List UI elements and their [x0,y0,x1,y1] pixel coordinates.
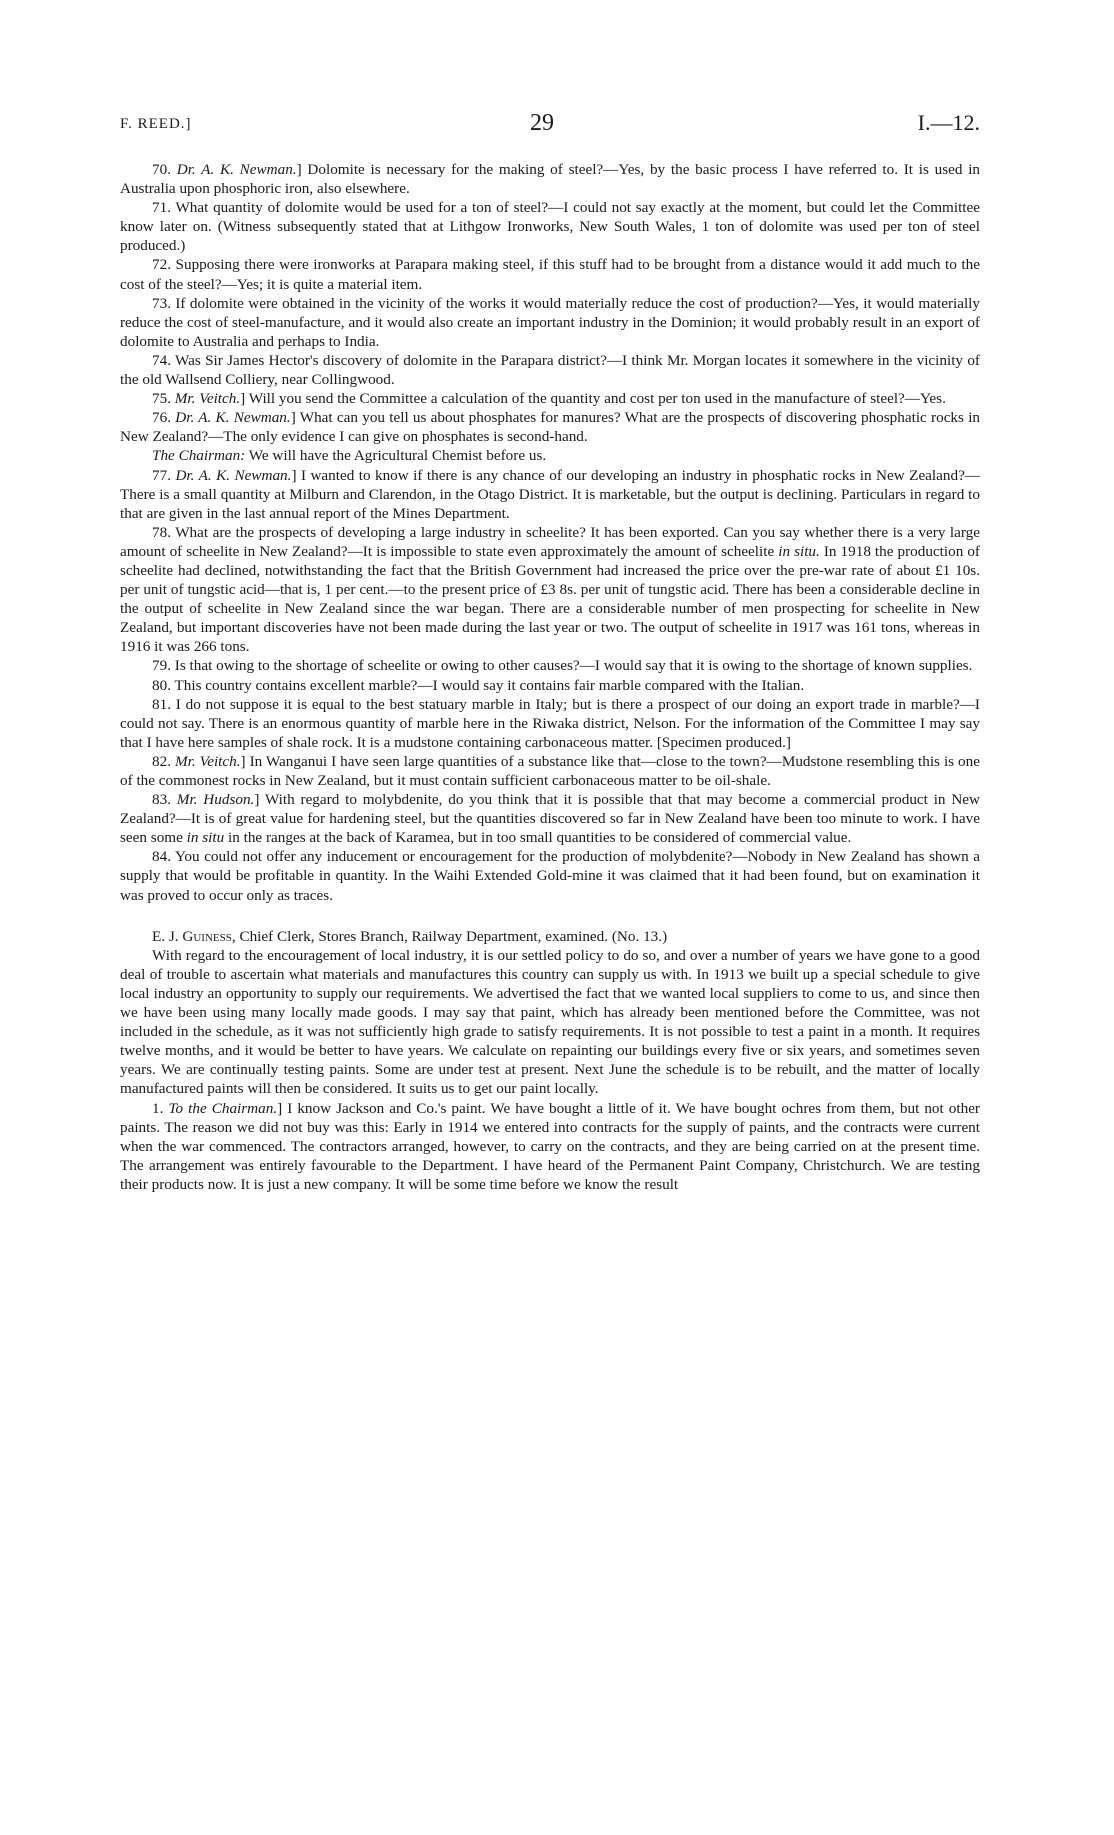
paragraph: The Chairman: We will have the Agricultural Chemist before us. [152,447,547,465]
paragraph: 1. To the Chairman.] I know Jackson and Co.'s paint. We have bought a little of it. We have bought ochres from them, but not other paints. The reason we did not buy was this: Early in 1914 we entered into contracts for the supply of paints, and the contracts were current when the war commenced. The contractors arranged, however, to carry on the contracts, and they are being carried on at the present time. The arrangement was entirely favourable to the Department. I have heard of the Permanent Paint Company, Christchurch. We are testing their products now. It is just a new company. It will be some time before we know the result [120,1099,980,1193]
paragraph: 79. Is that owing to the shortage of scheelite or owing to other causes?—I would say that it is owing to the shortage of known supplies. [152,657,973,675]
witness-running-head: F. REED.] [120,116,192,132]
page-body [120,160,980,1194]
witness-heading: E. J. Guiness, Chief Clerk, Stores Branch, Railway Department, examined. (No. 13.) [152,927,668,945]
paper-reference: I.—12. [917,110,980,135]
section-gap [120,905,980,927]
paragraph: 77. Dr. A. K. Newman.] I wanted to know if there is any chance of our developing an industry in phosphatic rocks in New Zealand?—There is a small quantity at Milburn and Clarendon, in the Otago District. It is marketable, but the output is declining. Particulars in regard to that are given in the last annual report of the Mines Department. [120,466,980,522]
paragraph: 75. Mr. Veitch.] Will you send the Committee a calculation of the quantity and cost per ton used in the manufacture of steel?—Yes. [152,390,946,408]
paragraph: 74. Was Sir James Hector's discovery of dolomite in the Parapara district?—I think Mr. Morgan locates it somewhere in the vicinity of the old Wallsend Colliery, near Collingwood. [120,351,980,389]
paragraph: 82. Mr. Veitch.] In Wanganui I have seen large quantities of a substance like that—close to the town?—Mudstone resembling this is one of the commonest rocks in New Zealand, but it must contain sufficient carbonaceous matter to be oil-shale. [120,752,980,789]
paragraph: 81. I do not suppose it is equal to the best statuary marble in Italy; but is there a prospect of our doing an export trade in marble?—I could not say. There is an enormous quantity of marble here in the Riwaka district, Nelson. For the information of the Committee I may say that I have here samples of shale rock. It is a mudstone containing carbonaceous matter. [Specimen produced.] [120,695,980,751]
paragraph: With regard to the encouragement of local industry, it is our settled policy to do so, and over a number of years we have gone to a good deal of trouble to ascertain what materials and manufactures this country can supply us with. In 1913 we built up a special schedule to give local industry an opportunity to supply our requirements. We advertised the fact that we wanted local suppliers to come to us, and since then we have been using many locally made goods. I may say that paint, which has already been mentioned before the Committee, was not included in the schedule, as it was not sufficiently high grade to satisfy requirements. It is not possible to test a paint in a month. It requires twelve months, and it would be better to have years. We calculate on repainting our buildings every five or six years, and sometimes seven years. We are continually testing paints. Some are under test at present. Next June the schedule is to be rebuilt, and the matter of locally manufactured paints will then be considered. It suits us to get our paint locally. [120,946,980,1098]
paragraph: 78. What are the prospects of developing a large industry in scheelite? It has been exported. Can you say whether there is a very large amount of scheelite in New Zealand?—It is impossible to state even approximately the amount of scheelite in situ. In 1918 the production of scheelite had declined, notwithstanding the fact that the British Government had increased the price over the pre-war rate of about £1 10s. per unit of tungstic acid—that is, 1 per cent.—to the present price of £3 8s. per unit of tungstic acid. There has been a considerable decline in the output of scheelite in New Zealand since the war began. There are a considerable number of men prospecting for scheelite in New Zealand, but important discoveries have not been made during the last year or two. The output of scheelite in 1917 was 161 tons, whereas in 1916 it was 266 tons. [120,523,980,656]
paragraph: 80. This country contains excellent marble?—I would say it contains fair marble compared with the Italian. [152,676,805,694]
paragraph: 84. You could not offer any inducement or encouragement for the production of molybdenite?—Nobody in New Zealand has shown a supply that would be profitable in quantity. In the Waihi Extended Gold-mine it was claimed that it had been found, but on examination it was proved to occur only as traces. [120,848,980,904]
paragraph: 83. Mr. Hudson.] With regard to molybdenite, do you think that it is possible that that may become a commercial product in New Zealand?—It is of great value for hardening steel, but the quantities discovered so far in New Zealand have been too minute to work. I have seen some in situ in the ranges at the back of Karamea, but in too small quantities to be considered of commercial value. [120,791,980,847]
page-header [120,110,980,140]
paragraph: 72. Supposing there were ironworks at Parapara making steel, if this stuff had to be brought from a distance would it add much to the cost of the steel?—Yes; it is quite a material item. [120,256,980,293]
page-number: 29 [530,110,554,136]
paragraph: 70. Dr. A. K. Newman.] Dolomite is necessary for the making of steel?—Yes, by the basic process I have referred to. It is used in Australia upon phosphoric iron, also elsewhere. [120,161,981,198]
paragraph: 76. Dr. A. K. Newman.] What can you tell us about phosphates for manures? What are the prospects of discovering phosphatic rocks in New Zealand?—The only evidence I can give on phosphates is second-hand. [120,409,981,446]
paragraph: 71. What quantity of dolomite would be used for a ton of steel?—I could not say exactly at the moment, but could let the Committee know later on. (Witness subsequently stated that at Lithgow Ironworks, New South Wales, 1 ton of dolomite was used per ton of steel produced.) [120,199,980,255]
paragraph: 73. If dolomite were obtained in the vicinity of the works it would materially reduce the cost of production?—Yes, it would materially reduce the cost of steel-manufacture, and it would also create an important industry in the Dominion; it would probably result in an export of dolomite to Australia and perhaps to India. [120,294,980,350]
